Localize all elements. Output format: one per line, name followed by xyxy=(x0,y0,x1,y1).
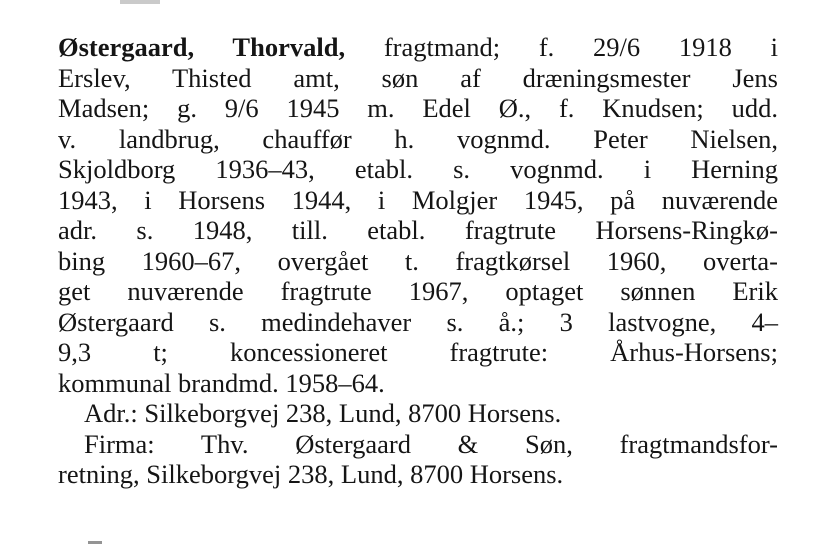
entry-line xyxy=(58,32,778,63)
entry-name: Østergaard, Thorvald, xyxy=(58,32,346,62)
entry-line: adr. s. 1948, till. etabl. fragtrute Horsens-Ringkø- xyxy=(58,215,778,245)
entry-line: Skjoldborg 1936–43, etabl. s. vognmd. i Herning xyxy=(58,154,778,184)
entry-line: kommunal brandmd. 1958–64. xyxy=(58,367,385,398)
entry-line: v. landbrug, chauffør h. vognmd. Peter Nielsen, xyxy=(58,123,778,154)
scan-edge-mark xyxy=(120,0,160,4)
entry-line-text: fragtmand; f. 29/6 1918 i xyxy=(345,32,779,62)
entry-line: bing 1960–67, overgået t. fragtkørsel 1960, overta- xyxy=(58,245,778,276)
entry-line: 9,3 t; koncessioneret fragtrute: Århus-Horsens; xyxy=(58,337,778,367)
biographical-entry xyxy=(58,32,778,490)
entry-line: Erslev, Thisted amt, søn af dræningsmester Jens xyxy=(58,62,778,93)
address-line: Adr.: Silkeborgvej 238, Lund, 8700 Horsens. xyxy=(84,398,562,428)
firm-line: retning, Silkeborgvej 238, Lund, 8700 Horsens. xyxy=(58,459,564,489)
firm-line: Firma: Thv. Østergaard & Søn, fragtmandsfor- xyxy=(84,428,778,459)
entry-line: Østergaard s. medindehaver s. å.; 3 lastvogne, 4– xyxy=(58,306,778,337)
entry-line: Madsen; g. 9/6 1945 m. Edel Ø., f. Knudsen; udd. xyxy=(58,93,778,123)
entry-line: get nuværende fragtrute 1967, optaget sønnen Erik xyxy=(58,276,778,306)
entry-line: 1943, i Horsens 1944, i Molgjer 1945, på nuværende xyxy=(58,184,778,215)
